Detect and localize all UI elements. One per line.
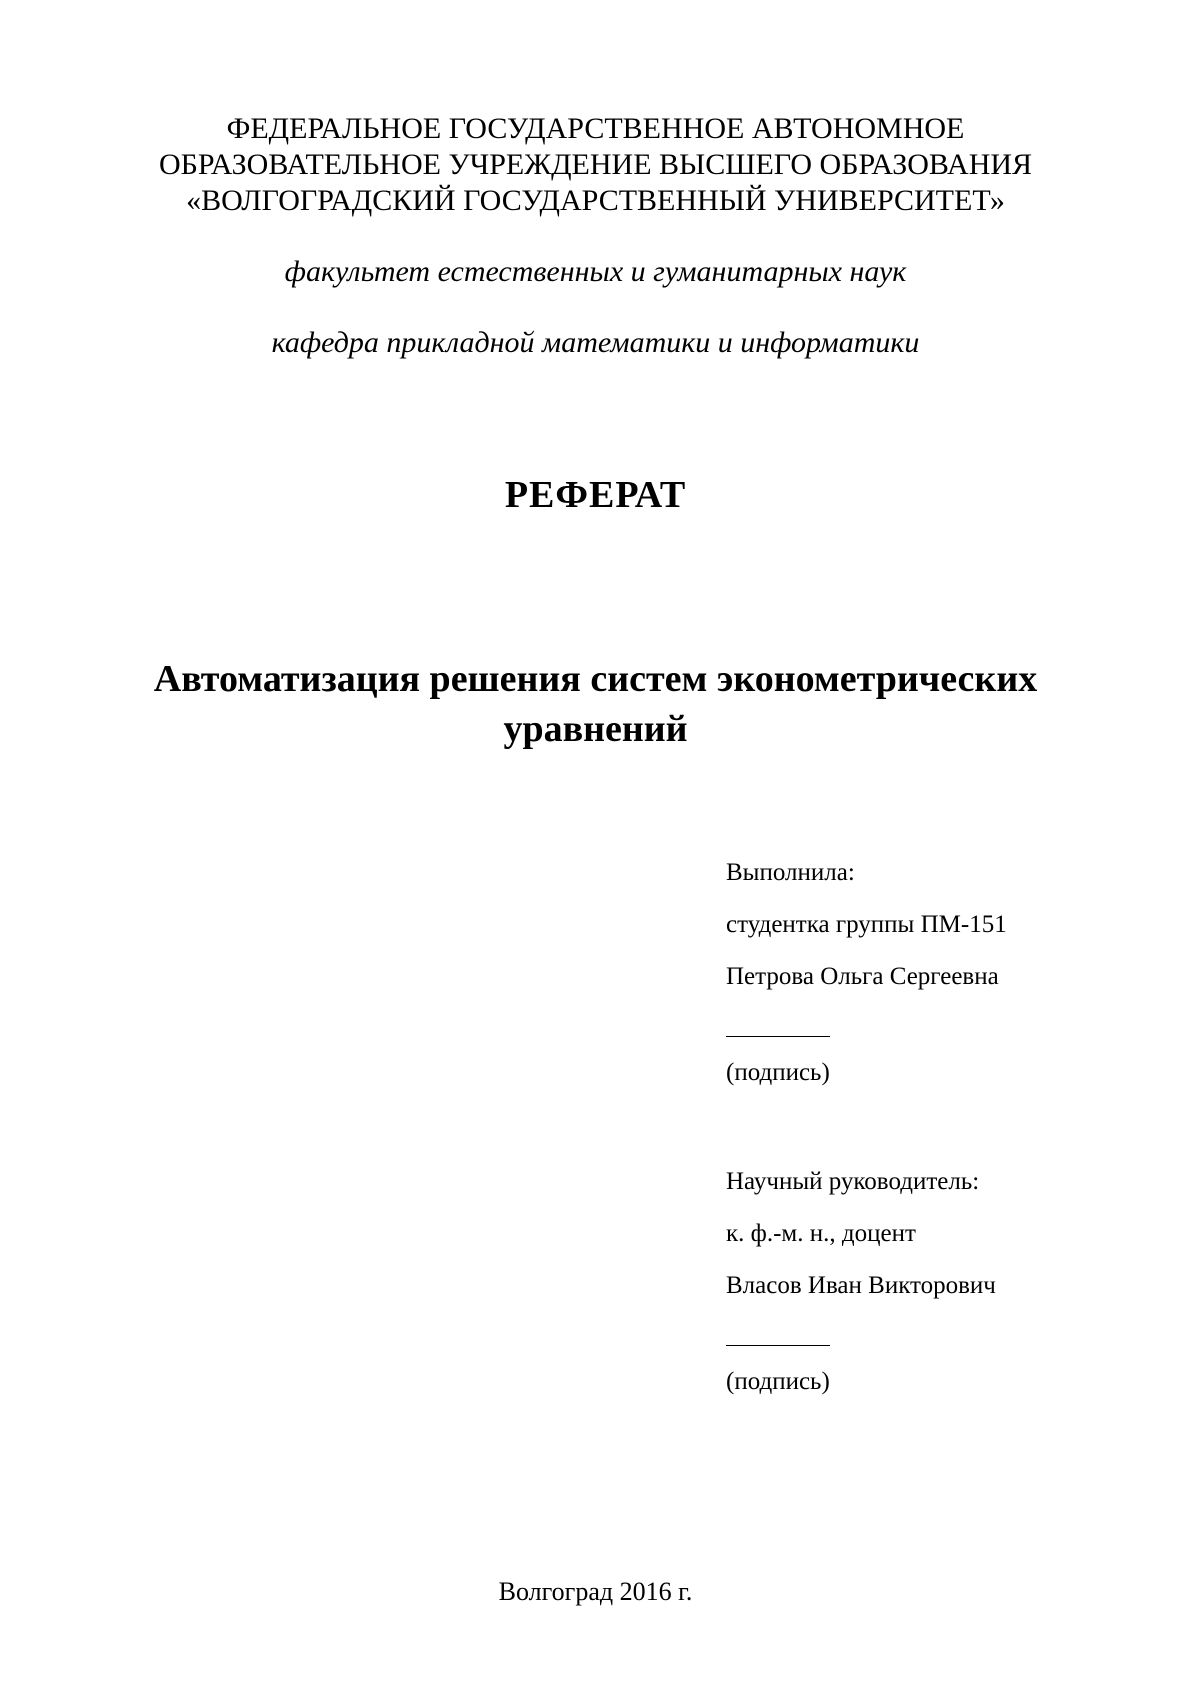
institution-line-3: «ВОЛГОГРАДСКИЙ ГОСУДАРСТВЕННЫЙ УНИВЕРСИТЕТ» — [186, 184, 1005, 217]
institution-name — [0, 111, 1191, 219]
supervisor-signature-line — [726, 1345, 830, 1346]
author-group: студентка группы ПМ-151 — [726, 911, 1007, 938]
author-label: Выполнила: — [726, 859, 855, 886]
document-type: РЕФЕРАТ — [504, 474, 687, 516]
document-title-line-1: Автоматизация решения систем эконометрических — [153, 658, 1038, 700]
author-signature-label: (подпись) — [726, 1059, 830, 1086]
supervisor-signature-label: (подпись) — [726, 1368, 830, 1395]
document-title-line-2: уравнений — [503, 708, 688, 750]
department-name: кафедра прикладной математики и информатики — [271, 326, 920, 359]
document-title — [0, 654, 1191, 754]
supervisor-degree: к. ф.-м. н., доцент — [726, 1220, 916, 1247]
author-block — [726, 858, 1007, 1088]
author-signature-line — [726, 1036, 830, 1037]
supervisor-label: Научный руководитель: — [726, 1168, 980, 1195]
supervisor-name: Власов Иван Викторович — [726, 1272, 996, 1299]
institution-line-1: ФЕДЕРАЛЬНОЕ ГОСУДАРСТВЕННОЕ АВТОНОМНОЕ — [226, 112, 965, 145]
institution-line-2: ОБРАЗОВАТЕЛЬНОЕ УЧРЕЖДЕНИЕ ВЫСШЕГО ОБРАЗОВАНИЯ — [158, 148, 1033, 181]
faculty-name: факультет естественных и гуманитарных наук — [284, 255, 907, 288]
author-name: Петрова Ольга Сергеевна — [726, 963, 999, 990]
supervisor-block — [726, 1167, 996, 1397]
city-year: Волгоград 2016 г. — [498, 1577, 693, 1606]
